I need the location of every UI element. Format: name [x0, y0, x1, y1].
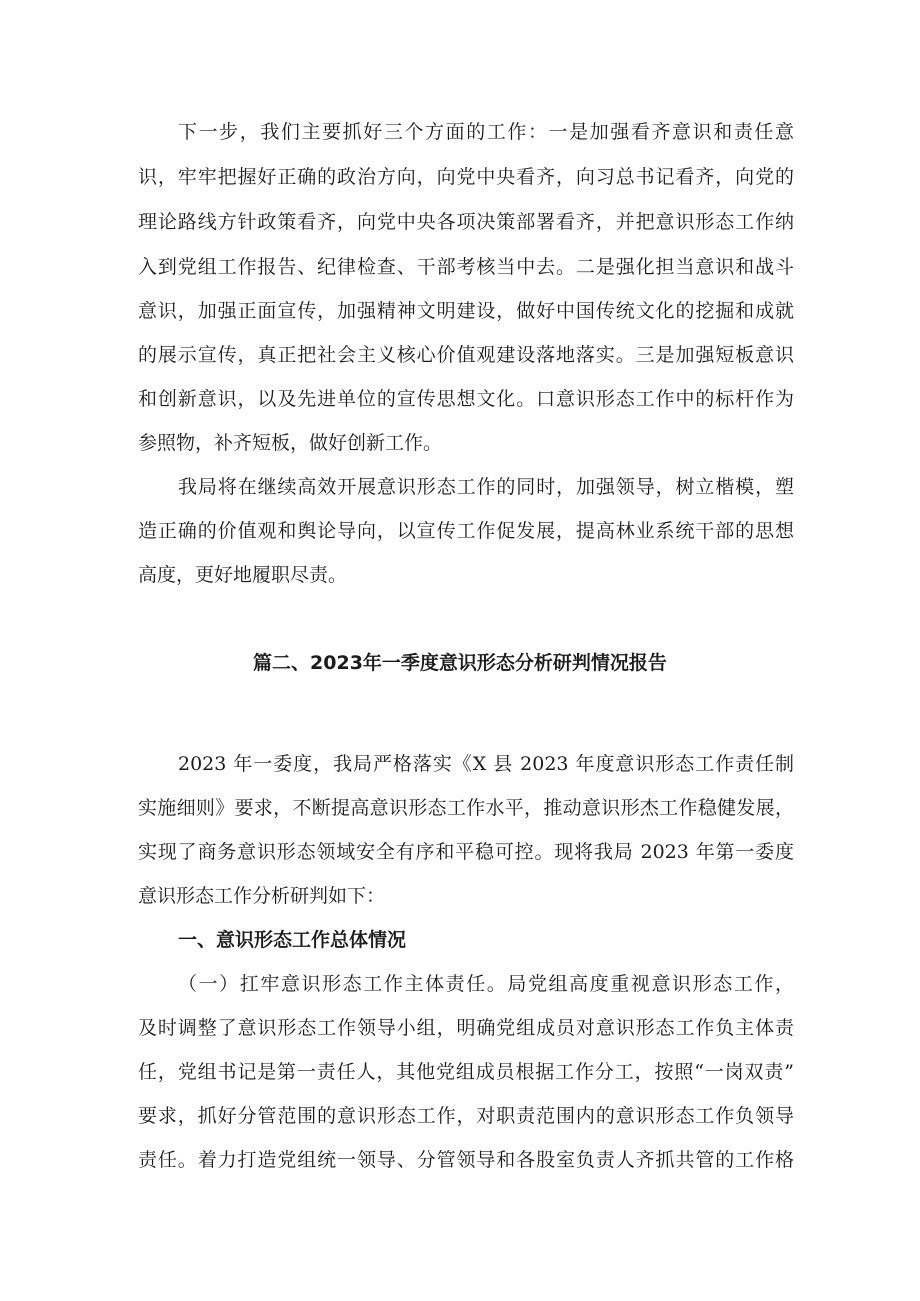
p3-line-3: 实现了商务意识形态领域安全有序和平稳可控。现将我局 2023 年第一委度: [138, 841, 794, 863]
p1-line-1: 下一步，我们主要抓好三个方面的工作：一是加强看齐意识和责任意: [178, 121, 794, 143]
p1-line-7: 和创新意识，以及先进单位的宣传思想文化。口意识形态工作中的标杆作为: [138, 388, 794, 410]
p4-line-2: 及时调整了意识形态工作领导小组，明确党组成员对意识形态工作负主体责: [138, 1017, 794, 1039]
p3-line-1: 2023 年一委度，我局严格落实《X 县 2023 年度意识形态工作责任制: [178, 753, 794, 775]
p3-line-2: 实施细则》要求，不断提高意识形态工作水平，推动意识形杰工作稳健发展，: [138, 797, 794, 819]
p2-line-2: 造正确的价值观和舆论导向，以宣传工作促发展，提高林业系统干部的思想: [138, 520, 794, 542]
p2-line-3: 高度，更好地履职尽责。: [138, 564, 348, 586]
p1-line-6: 的展示宣传，真正把社会主义核心价值观建设落地落实。三是加强短板意识: [138, 344, 794, 366]
p4-line-3: 任，党组书记是第一责任人，其他党组成员根据工作分工，按照“一岗双责”: [138, 1061, 794, 1083]
p4-line-5: 责任。着力打造党组统一领导、分管领导和各股室负责人齐抓共管的工作格: [138, 1149, 794, 1171]
p4-line-1: （一）扛牢意识形态工作主体责任。局党组高度重视意识形态工作，: [178, 973, 794, 995]
p3-line-4: 意识形态工作分析研判如下：: [138, 885, 386, 907]
p1-line-5: 意识，加强正面宣传，加强精神文明建设，做好中国传统文化的挖掘和成就: [138, 300, 794, 322]
p4-line-4: 要求，抓好分管范围的意识形态工作，对职责范围内的意识形态工作负领导: [138, 1105, 794, 1127]
section-heading: 一、意识形态工作总体情况: [178, 929, 407, 951]
p1-line-4: 入到党组工作报告、纪律检查、干部考核当中去。二是强化担当意识和战斗: [138, 256, 794, 278]
p1-line-8: 参照物，补齐短板，做好创新工作。: [138, 432, 443, 454]
p1-line-2: 识，牢牢把握好正确的政治方向，向党中央看齐，向习总书记看齐，向党的: [138, 166, 794, 188]
section-title: 篇二、2023年一季度意识形态分析研判情况报告: [253, 652, 667, 674]
p1-line-3: 理论路线方针政策看齐，向党中央各项决策部署看齐，并把意识形态工作纳: [138, 211, 794, 233]
p2-line-1: 我局将在继续高效开展意识形态工作的同时，加强领导，树立楷模，塑: [178, 476, 794, 498]
